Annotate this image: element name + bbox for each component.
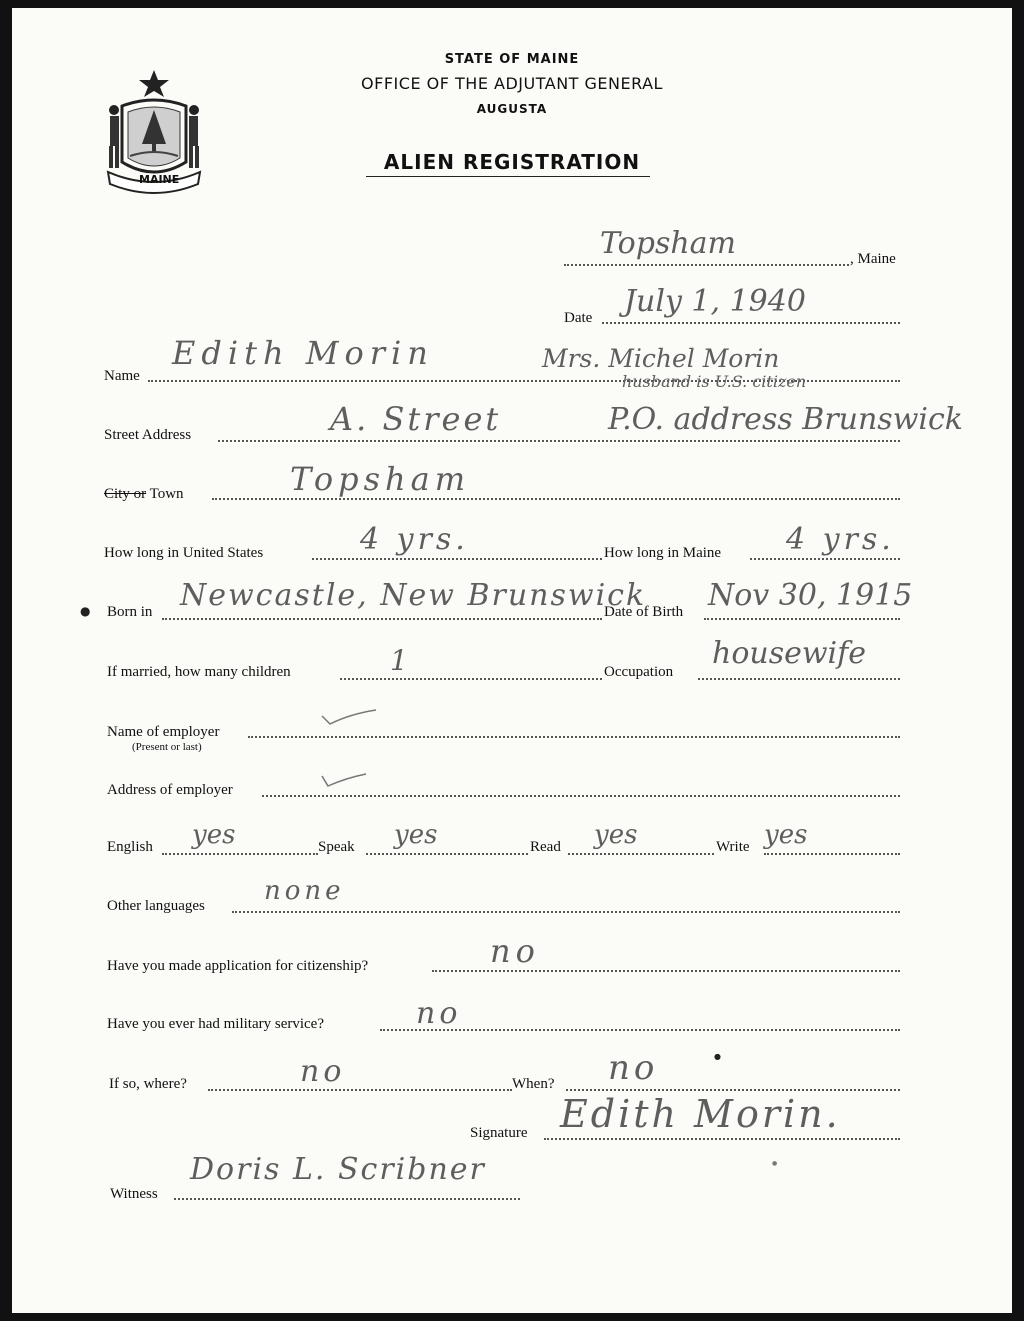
date-label: Date: [564, 310, 593, 326]
occupation-line: [698, 678, 900, 680]
born-in-label: Born in: [107, 604, 153, 620]
how-long-us-label: How long in United States: [104, 545, 264, 561]
date-of-birth-label: Date of Birth: [604, 604, 684, 620]
how-long-us-line: [312, 558, 602, 560]
title-underline: [366, 176, 650, 177]
how-long-maine-label: How long in Maine: [604, 545, 722, 561]
children-entry: 1: [390, 644, 408, 677]
children-label: If married, how many children: [107, 664, 291, 680]
english-label: English: [107, 839, 153, 855]
military-label: Have you ever had military service?: [107, 1016, 324, 1032]
born-in-entry: Newcastle, New Brunswick: [180, 578, 647, 613]
when-label: When?: [512, 1076, 555, 1092]
other-languages-entry: none: [264, 876, 345, 906]
employer-address-check-icon: [320, 770, 370, 790]
employer-address-label: Address of employer: [107, 782, 233, 798]
maine-label: , Maine: [850, 251, 896, 267]
town-entry: Topsham: [600, 226, 736, 261]
witness-line: [174, 1198, 520, 1200]
city-town-label: [104, 486, 184, 503]
name-label: Name: [104, 368, 140, 384]
date-entry: July 1, 1940: [624, 284, 806, 319]
name-alt-entry: Mrs. Michel Morin: [542, 344, 780, 373]
street-entry: A. Street: [330, 400, 502, 438]
years-maine-entry: 4 yrs.: [786, 522, 895, 557]
speck-mark-icon: ●: [772, 1160, 778, 1167]
office-heading: OFFICE OF THE ADJUTANT GENERAL: [361, 74, 663, 93]
citizenship-entry: no: [490, 932, 540, 970]
city-town-line: [212, 498, 900, 500]
birth-date-entry: Nov 30, 1915: [708, 578, 913, 613]
signature-line: [544, 1138, 900, 1140]
seal-banner-text: MAINE: [139, 173, 180, 186]
military-entry: no: [416, 996, 462, 1031]
children-line: [340, 678, 602, 680]
state-heading: STATE OF MAINE: [444, 52, 580, 67]
employer-name-label: Name of employer: [107, 724, 220, 740]
speak-line: [366, 853, 528, 855]
date-line: [602, 322, 900, 324]
name-entry: Edith Morin: [172, 334, 434, 372]
read-line: [568, 853, 714, 855]
english-entry: yes: [192, 820, 236, 850]
write-line: [764, 853, 900, 855]
street-po-entry: P.O. address Brunswick: [608, 402, 963, 437]
citizenship-label: Have you made application for citizenship?: [107, 958, 369, 974]
employer-address-line: [262, 795, 900, 797]
date-of-birth-line: [704, 618, 900, 620]
witness-entry: Doris L. Scribner: [190, 1152, 486, 1187]
other-languages-label: Other languages: [107, 898, 205, 914]
signature-entry: Edith Morin.: [560, 1092, 841, 1136]
street-address-line: [218, 440, 900, 442]
english-line: [162, 853, 318, 855]
how-long-maine-line: [750, 558, 900, 560]
signature-label: Signature: [470, 1125, 528, 1141]
speak-label: Speak: [318, 839, 355, 855]
town-line: [564, 264, 849, 266]
where-entry: no: [300, 1054, 346, 1089]
write-label: Write: [716, 839, 750, 855]
form-title: ALIEN REGISTRATION: [383, 150, 641, 174]
where-label: If so, where?: [109, 1076, 187, 1092]
occupation-label: Occupation: [604, 664, 674, 680]
occupation-entry: housewife: [712, 636, 866, 671]
employer-note-label: (Present or last): [132, 741, 202, 753]
registration-form-page: [12, 8, 1012, 1313]
speak-entry: yes: [394, 820, 438, 850]
years-us-entry: 4 yrs.: [360, 522, 469, 557]
street-address-label: Street Address: [104, 427, 192, 443]
when-line: [566, 1089, 900, 1091]
where-line: [208, 1089, 512, 1091]
city-entry: Topsham: [290, 460, 471, 498]
born-in-line: [162, 618, 602, 620]
city-heading: AUGUSTA: [476, 102, 548, 116]
witness-label: Witness: [110, 1186, 158, 1202]
name-note-entry: husband is U.S. citizen: [622, 372, 807, 391]
other-languages-line: [232, 911, 900, 913]
bullet-mark-icon: ●: [80, 604, 91, 618]
dot-mark-icon: ●: [714, 1052, 721, 1061]
read-entry: yes: [594, 820, 638, 850]
city-strike-label: City or: [104, 486, 147, 502]
read-label: Read: [530, 839, 561, 855]
town-label: Town: [146, 486, 184, 502]
write-entry: yes: [764, 820, 808, 850]
employer-name-check-icon: [320, 708, 380, 728]
employer-name-line: [248, 736, 900, 738]
citizenship-line: [432, 970, 900, 972]
when-entry: no: [608, 1048, 659, 1088]
